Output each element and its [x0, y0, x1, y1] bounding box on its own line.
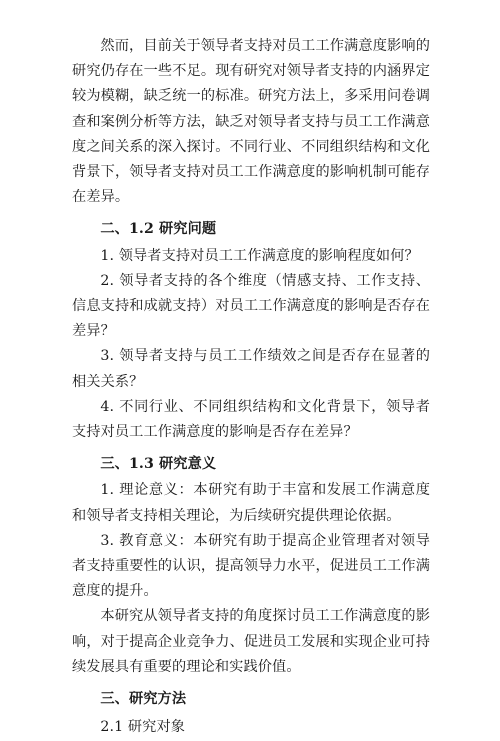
significance-summary: 本研究从领导者支持的角度探讨员工工作满意度的影响，对于提高企业竞争力、促进员工发展和实现企业可持续发展具有重要的理论和实践价值。: [72, 608, 430, 675]
heading-research-methods: 三、研究方法: [100, 691, 187, 708]
paragraph-research-gaps: 然而，目前关于领导者支持对员工工作满意度影响的研究仍存在一些不足。现有研究对领导者支持的内涵界定较为模糊，缺乏统一的标准。研究方法上，多采用问卷调查和案例分析等方法，缺乏对领导者支持与员工工作满意度之间关系的深入探讨。不同行业、不同组织结构和文化背景下，领导者支持对员工工作满意度的影响机制可能存在差异。: [72, 38, 430, 206]
question-item-1: 1. 领导者支持对员工工作满意度的影响程度如何？: [100, 247, 419, 264]
heading-research-questions: 二、1.2 研究问题: [100, 221, 217, 238]
significance-theoretical: 1. 理论意义：本研究有助于丰富和发展工作满意度和领导者支持相关理论，为后续研究提供理论依据。: [72, 482, 430, 524]
question-item-4: 4. 不同行业、不同组织结构和文化背景下，领导者支持对员工工作满意度的影响是否存在差异？: [72, 398, 430, 441]
subheading-research-object: 2.1 研究对象: [100, 719, 186, 736]
significance-educational: 3. 教育意义：本研究有助于提高企业管理者对领导者支持重要性的认识，提高领导力水平，促进员工工作满意度的提升。: [72, 532, 430, 600]
question-item-3: 3. 领导者支持与员工工作绩效之间是否存在显著的相关关系？: [72, 348, 430, 390]
question-item-2: 2. 领导者支持的各个维度（情感支持、工作支持、信息支持和成就支持）对员工工作满意度的影响是否存在差异？: [72, 272, 430, 340]
document-body: [72, 34, 430, 741]
heading-research-significance: 三、1.3 研究意义: [100, 456, 217, 473]
